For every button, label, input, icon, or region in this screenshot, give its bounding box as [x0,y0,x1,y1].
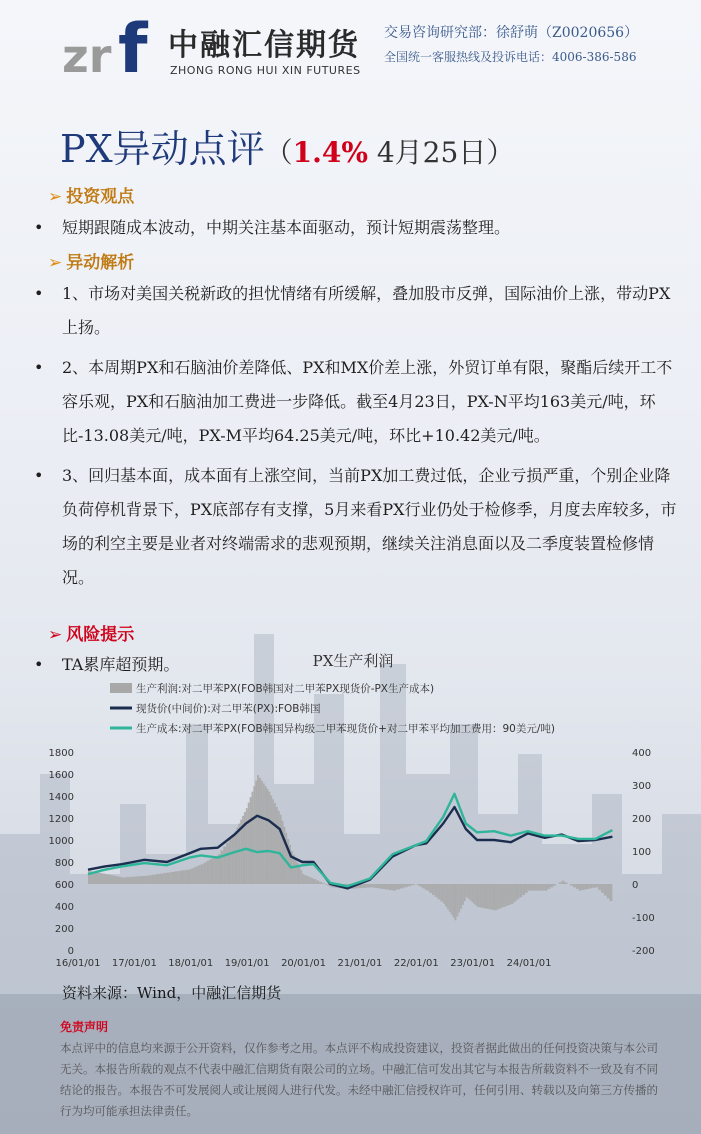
profit-bar [502,884,505,907]
profit-bar [267,789,269,884]
profit-bar [122,877,126,884]
profit-bar [456,884,458,916]
profit-bar [528,884,531,891]
profit-bar [505,884,508,906]
profit-bar [473,884,475,904]
legend-entry: 生产利润:对二甲苯PX(FOB韩国对二甲苯PX现货价-PX生产成本) [136,683,435,695]
x-tick-label: 18/01/01 [168,958,214,969]
profit-bar [280,815,282,884]
profit-bar [545,884,548,891]
profit-bar [477,884,480,907]
title-paren-open: （ [264,136,293,169]
section-investment-view [48,182,134,207]
profit-bar [470,884,472,901]
profit-bar [454,884,456,920]
profit-bar [105,874,108,884]
y-left-tick-label: 200 [54,924,74,935]
profit-bar [579,884,582,891]
profit-bar [235,831,237,884]
profit-bar [573,884,576,887]
profit-bar [377,884,381,888]
x-tick-label: 17/01/01 [111,958,157,969]
profit-bar [466,884,468,897]
profit-bar [246,808,248,884]
svg-text:zr: zr [62,29,112,83]
title-paren-close: ） [486,136,515,169]
profit-bar [108,875,111,884]
profit-bar [374,884,378,888]
profit-bar [584,884,587,890]
profit-bar [381,884,385,889]
profit-bar [314,879,317,884]
section-title: 投资观点 [66,187,135,207]
profit-bar [253,786,255,884]
profit-bar [424,884,426,890]
legend-swatch [110,683,132,693]
company-logo-icon [62,10,162,89]
profit-bar [514,884,517,902]
profit-bar [278,811,280,884]
y-right-tick-label: 100 [632,847,652,858]
y-left-tick-label: 1000 [48,836,74,847]
bullet-icon: • [34,358,44,377]
chart-title: PX生产利润 [312,652,394,670]
chart-svg [34,648,655,978]
profit-bar [404,884,408,887]
profit-bar [319,882,322,884]
investment-view-text [34,211,678,245]
list-item: • 1、市场对美国关税新政的担忧情绪有所缓解，叠加股市反弹，国际油价上涨，带动PX上扬。 [48,277,678,345]
profit-bar [141,876,145,884]
profit-bar [370,884,374,887]
profit-bar [587,884,590,889]
profit-bar [429,884,432,893]
profit-bar [475,884,477,905]
profit-bar [310,877,312,884]
profit-bar [167,872,171,884]
profit-bar [250,797,252,884]
profit-bar [595,884,598,887]
profit-bar [607,884,610,898]
profit-bar [144,876,148,884]
profit-bar [174,871,178,884]
y-right-tick-label: 0 [632,880,639,891]
profit-bar [511,884,514,904]
y-left-tick-label: 0 [67,946,74,957]
analyst-contact: 交易咨询研究部：徐舒萌（Z0020656） [384,25,639,41]
profit-bar [471,884,473,902]
profit-bar [539,884,542,891]
profit-bar [550,884,553,887]
x-tick-label: 24/01/01 [506,958,552,969]
profit-bar [274,803,276,884]
hotline-contact: 全国统一客服热线及投诉电话：4006-386-586 [384,50,637,64]
profit-bar [308,877,310,884]
profit-bar [229,839,232,884]
profit-bar [226,843,229,884]
arrow-icon: ➢ [48,625,63,645]
profit-bar [593,884,596,888]
profit-bar [581,884,584,890]
bullet-icon: • [34,284,44,303]
y-right-tick-label: 300 [632,781,652,792]
profit-bar [483,884,486,908]
profit-bar [163,873,167,884]
profit-bar [255,781,257,884]
profit-bar [438,884,441,899]
profit-bar [159,874,163,884]
profit-bar [129,877,133,884]
profit-bar [453,884,455,918]
profit-bar [270,795,272,884]
profit-bar [598,884,601,890]
profit-bar [302,874,304,884]
profit-bar [517,884,520,899]
profit-bar [148,875,152,884]
profit-bar [119,877,122,884]
profit-bar [362,884,366,888]
profit-bar [99,873,102,884]
profit-bar [440,884,443,902]
profit-bar [497,884,500,909]
list-item: • 3、回归基本面，成本面有上涨空间，当前PX加工费过低，企业亏损严重，个别企业降负荷停机背景下，PX底部存有支撑，5月来看PX行业仍处于检修季，月度去库较多，市场的利空主要是业者对终端需求的悲观预期，继续关注消息面以及二季度装置检修情况。 [48,459,678,595]
x-tick-label: 20/01/01 [281,958,326,969]
px-profit-chart [34,648,655,978]
profit-bar [576,884,579,889]
profit-bar [295,859,297,884]
profit-bar [201,864,204,884]
profit-bar [533,884,536,891]
section-title: 风险提示 [66,625,135,645]
profit-bar [604,884,607,896]
profit-bar [156,874,160,884]
title-main: PX异动点评 [60,127,265,171]
profit-bar [426,884,429,891]
section-risk [48,620,134,645]
list-item: • 短期跟随成本波动，中期关注基本面驱动，预计短期震荡整理。 [48,211,678,245]
profit-bar [206,861,209,884]
profit-bar [411,884,415,885]
y-left-tick-label: 1200 [48,814,74,825]
profit-bar [458,884,460,913]
profit-bar [215,856,218,884]
profit-bar [522,884,525,895]
disclaimer-title: 免责声明 [60,1020,109,1034]
profit-bar [193,868,195,885]
x-tick-label: 21/01/01 [337,958,383,969]
profit-bar [282,821,284,884]
profit-bar [500,884,503,908]
profit-bar [542,884,545,891]
profit-bar [491,884,494,910]
title-date: 4月25日 [367,136,487,169]
profit-bar [209,859,212,884]
profit-bar [272,799,274,884]
x-tick-label: 22/01/01 [393,958,439,969]
profit-bar [525,884,528,893]
profit-bar [312,878,314,884]
profit-bar [171,872,175,884]
profit-bar [252,792,254,884]
profit-bar [486,884,489,909]
profit-bar [248,803,250,884]
series-line [88,794,612,886]
profit-bar [562,881,565,884]
profit-bar [265,786,267,884]
profit-bar [212,858,215,884]
page-title [60,118,514,173]
profit-bar [508,884,511,905]
profit-bar [553,884,556,886]
profit-bar [392,884,396,891]
arrow-icon: ➢ [48,187,63,207]
profit-bar [519,884,522,897]
company-name-en: ZHONG RONG HUI XIN FUTURES [170,64,361,77]
list-item: • TA累库超预期。 [48,648,248,682]
y-left-tick-label: 1600 [48,770,74,781]
profit-bar [189,869,191,884]
profit-bar [449,884,451,912]
profit-bar [306,876,308,884]
x-tick-label: 19/01/01 [224,958,270,969]
y-right-tick-label: 200 [632,814,652,825]
report-header [0,0,701,110]
profit-bar [443,884,445,904]
profit-bar [232,835,235,884]
profit-bar [191,868,193,884]
profit-bar [396,884,400,890]
svg-text:f: f [118,10,148,89]
profit-bar [304,875,306,884]
list-item: • 2、本周期PX和石脑油价差降低、PX和MX价差上涨，外贸订单有限，聚酯后续开工不容乐观，PX和石脑油加工费进一步降低。截至4月23日，PX-N平均163美元/吨，环比-13.08美元/吨，PX-M平均64.25美元/吨，环比+10.42美元/吨。 [48,351,678,453]
y-left-tick-label: 1400 [48,792,74,803]
profit-bar [447,884,449,909]
profit-bar [445,884,447,907]
profit-bar [559,882,562,884]
profit-bar [536,884,539,891]
profit-bar [601,884,604,893]
y-left-tick-label: 800 [54,858,74,869]
profit-bar [111,875,114,884]
y-left-tick-label: 400 [54,902,74,913]
x-tick-label: 16/01/01 [55,958,101,969]
profit-bar [126,877,130,884]
arrow-icon: ➢ [48,253,63,273]
profit-bar [195,867,197,884]
profit-bar [468,884,470,899]
profit-bar [259,778,261,884]
bullet-icon: • [34,466,44,485]
profit-bar [325,884,328,885]
profit-bar [423,884,425,888]
x-tick-label: 23/01/01 [450,958,496,969]
profit-bar [480,884,483,908]
bullet-icon: • [34,218,44,237]
profit-bar [417,884,419,885]
profit-bar [298,866,300,884]
profit-bar [276,807,278,884]
profit-bar [385,884,389,890]
profit-bar [460,884,462,909]
profit-bar [178,871,182,884]
profit-bar [464,884,466,901]
profit-bar [133,877,137,884]
y-left-tick-label: 1800 [48,748,74,759]
section-title: 异动解析 [66,253,135,273]
profit-bar [96,872,99,884]
profit-bar [116,876,119,884]
profit-bar [186,870,190,884]
profit-bar [236,827,238,884]
data-source: 资料来源：Wind，中融汇信期货 [62,984,282,1002]
profit-bar [366,884,370,888]
profit-bar [204,863,207,884]
profit-bar [113,876,116,884]
profit-bar [182,870,186,884]
profit-bar [419,884,421,886]
profit-bar [435,884,438,897]
profit-bar [494,884,497,910]
disclaimer-body: 本点评中的信息均来源于公开资料，仅作参考之用。本点评不构成投资建议，投资者据此做出的任何投资决策与本公司无关。本报告所载的观点不代表中融汇信期货有限公司的立场。中融汇信可发出其它与本报告所载资料不一致及有不同结论的报告。本报告不可发展阅人或让展阅人进行代发。未经中融汇信授权许可，任何引用、转载以及向第三方传播的行为均可能承担法律责任。 [60,1041,658,1118]
profit-bar [488,884,491,909]
company-name-cn: 中融汇信期货 [168,28,360,63]
profit-bar [199,865,201,884]
profit-bar [300,870,302,884]
y-right-tick-label: -200 [632,946,655,957]
profit-bar [570,884,573,886]
profit-bar [322,883,325,884]
profit-bar [531,884,534,891]
profit-bar [268,792,270,884]
section-analysis [48,248,134,273]
y-right-tick-label: -100 [632,913,655,924]
bullet-icon: • [34,655,44,674]
profit-bar [263,783,265,884]
title-change-percent: 1.4% [292,136,368,169]
profit-bar [218,854,221,884]
profit-bar [238,824,240,885]
legend-entry: 生产成本:对二甲苯PX(FOB韩国异构级二甲苯现货价+对二甲苯平均加工费用：90美元/吨) [136,723,555,735]
profit-bar [261,781,263,884]
profit-bar [316,880,319,884]
profit-bar [408,884,412,886]
profit-bar [421,884,423,887]
profit-bar [462,884,464,905]
profit-bar [400,884,404,888]
profit-bar [137,876,141,884]
profit-bar [283,827,285,884]
profit-bar [197,866,199,884]
analysis-text [34,277,678,595]
profit-bar [590,884,593,888]
profit-bar [451,884,453,915]
y-right-tick-label: 400 [632,748,652,759]
profit-bar [610,884,613,901]
legend-entry: 现货价(中间价):对二甲苯(PX):FOB韩国 [136,703,321,715]
profit-bar [389,884,393,890]
profit-bar [257,775,259,884]
profit-bar [548,884,551,889]
profit-bar [152,875,156,884]
y-left-tick-label: 600 [54,880,74,891]
profit-bar [432,884,435,895]
profit-bar [564,882,567,884]
profit-bar [223,847,226,884]
profit-bar [102,874,105,884]
